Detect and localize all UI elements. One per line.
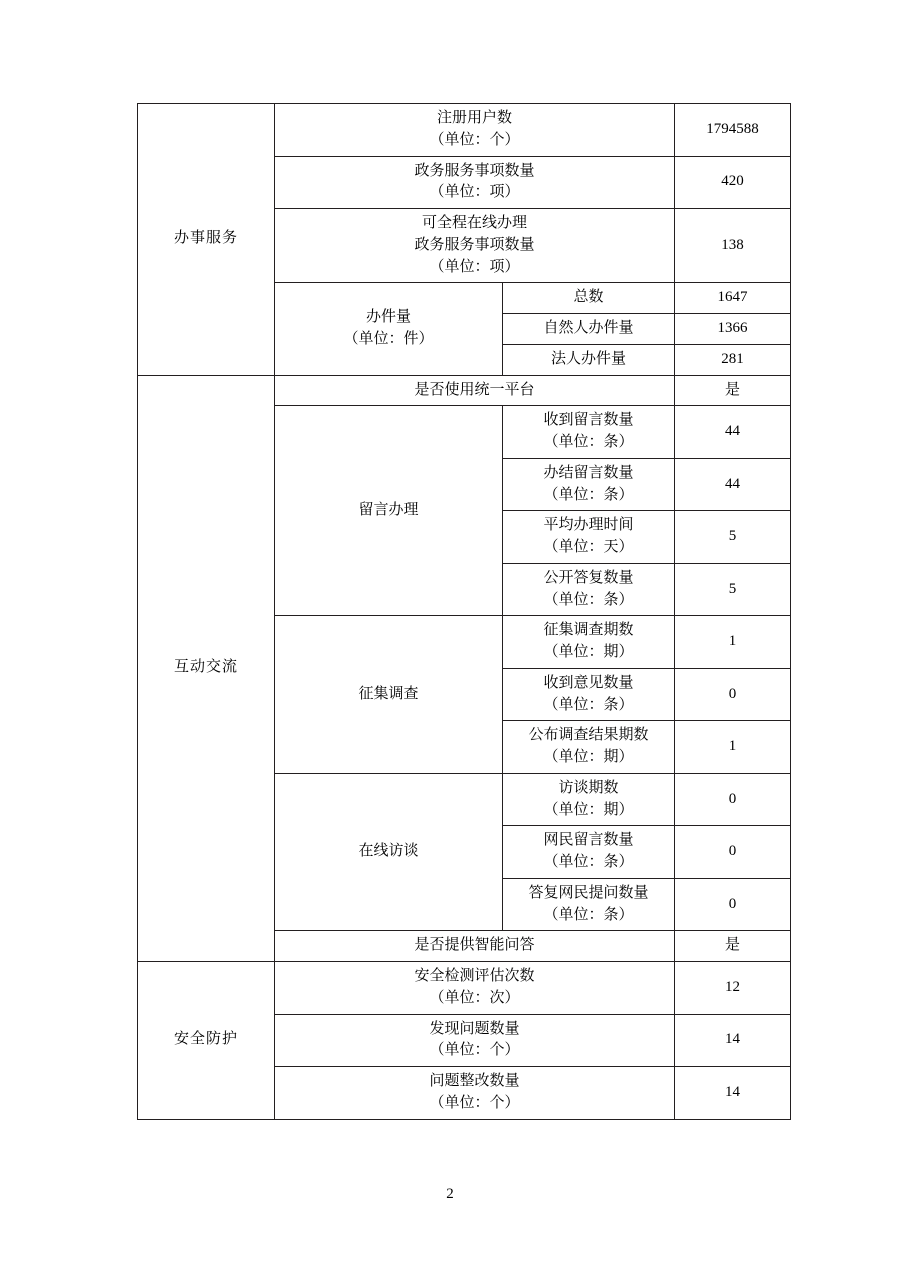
page-number: 2 — [446, 1186, 454, 1202]
sub-value-public-replies: 5 — [675, 563, 791, 616]
sub-label-line2: （单位：期） — [543, 749, 634, 765]
sub-label-line1: 网民留言数量 — [543, 832, 634, 849]
value-cell-unified-platform: 是 — [675, 375, 791, 406]
item-label-line2: （单位：次） — [429, 989, 520, 1006]
sub-label-line2: （单位：条） — [543, 696, 634, 713]
item-label-line1: 是否提供智能问答 — [414, 937, 535, 954]
item-label-line2: （单位：个） — [429, 1094, 520, 1111]
value-cell-security-assessments: 12 — [675, 962, 791, 1015]
sub-value-netizen-answers: 0 — [675, 878, 791, 931]
item-cell-unified-platform — [275, 375, 675, 406]
value-cell-service-items: 420 — [675, 156, 791, 209]
item-label-line1: 发现问题数量 — [429, 1020, 520, 1037]
item-label-line2: （单位：个） — [429, 1042, 520, 1059]
item-label-line1: 是否使用统一平台 — [414, 381, 535, 398]
category-cell-security: 安全防护 — [138, 962, 275, 1120]
sub-value-total: 1647 — [675, 283, 791, 314]
item-cell-online-service-items — [275, 209, 675, 283]
sub-label-line1: 征集调查期数 — [543, 622, 634, 639]
sub-label-legal-person: 法人办件量 — [503, 344, 675, 375]
sub-label-line2: （单位：条） — [543, 906, 634, 923]
sub-value-average-time: 5 — [675, 511, 791, 564]
sub-label-netizen-answers — [503, 878, 675, 931]
value-cell-smart-qa: 是 — [675, 931, 791, 962]
sub-label-messages-resolved — [503, 458, 675, 511]
sub-value-legal-person: 281 — [675, 344, 791, 375]
sub-label-line2: （单位：条） — [543, 486, 634, 503]
sub-label-opinions-received — [503, 668, 675, 721]
sub-label-average-time — [503, 511, 675, 564]
item-label-line2: （单位：件） — [343, 330, 434, 347]
item-label-line1: 征集调查 — [358, 685, 419, 702]
sub-label-line2: （单位：期） — [543, 801, 634, 818]
table-row — [138, 962, 791, 1015]
sub-value-natural-person: 1366 — [675, 314, 791, 345]
item-cell-survey — [275, 616, 503, 774]
category-cell-interaction: 互动交流 — [138, 375, 275, 962]
sub-label-line1: 答复网民提问数量 — [528, 884, 649, 901]
item-label-line1: 注册用户数 — [437, 110, 513, 126]
item-label-line1: 问题整改数量 — [429, 1073, 520, 1089]
sub-label-line2: （单位：条） — [543, 854, 634, 870]
sub-label-published-results — [503, 721, 675, 774]
value-cell-issues-found: 14 — [675, 1014, 791, 1067]
item-cell-smart-qa — [275, 931, 675, 962]
item-label-line1: 可全程在线办理 — [422, 215, 528, 231]
sub-label-line1: 平均办理时间 — [543, 517, 634, 534]
sub-label-line1: 办结留言数量 — [543, 464, 634, 481]
sub-label-natural-person: 自然人办件量 — [503, 314, 675, 345]
sub-value-messages-received: 44 — [675, 406, 791, 459]
sub-label-line1: 访谈期数 — [558, 779, 619, 796]
sub-label-public-replies — [503, 563, 675, 616]
item-label-line2: （单位：项） — [429, 258, 520, 275]
item-label-line1: 在线访谈 — [358, 843, 419, 860]
sub-label-messages-received — [503, 406, 675, 459]
item-cell-service-items — [275, 156, 675, 209]
item-label-line2: （单位：个） — [429, 131, 520, 148]
sub-label-survey-count — [503, 616, 675, 669]
government-affairs-report-table — [137, 103, 791, 1120]
sub-value-published-results: 1 — [675, 721, 791, 774]
value-cell-registered-users: 1794588 — [675, 104, 791, 157]
value-cell-issues-fixed: 14 — [675, 1067, 791, 1120]
sub-value-netizen-messages: 0 — [675, 826, 791, 879]
sub-label-line2: （单位：条） — [543, 591, 634, 608]
sub-label-netizen-messages — [503, 826, 675, 879]
item-label-line1b: 政务服务事项数量 — [414, 236, 535, 253]
value-cell-online-service-items: 138 — [675, 209, 791, 283]
sub-value-messages-resolved: 44 — [675, 458, 791, 511]
sub-label-interview-count — [503, 773, 675, 826]
item-label-line1: 安全检测评估次数 — [414, 968, 535, 984]
item-label-line1: 政务服务事项数量 — [414, 162, 535, 179]
item-cell-security-assessments — [275, 962, 675, 1015]
sub-value-opinions-received: 0 — [675, 668, 791, 721]
report-table-container — [137, 103, 790, 1120]
item-cell-issues-found — [275, 1014, 675, 1067]
sub-label-line1: 公开答复数量 — [543, 569, 634, 586]
table-row — [138, 104, 791, 157]
sub-value-survey-count: 1 — [675, 616, 791, 669]
item-label-line1: 留言办理 — [358, 501, 419, 518]
table-row — [138, 375, 791, 406]
sub-label-line2: （单位：期） — [543, 644, 634, 660]
sub-label-total: 总数 — [503, 283, 675, 314]
sub-label-line1: 公布调查结果期数 — [528, 727, 649, 744]
item-cell-online-interview — [275, 773, 503, 931]
item-label-line1: 办件量 — [365, 309, 411, 326]
sub-label-line2: （单位：条） — [543, 434, 634, 450]
item-cell-message-handling — [275, 406, 503, 616]
sub-label-line1: 收到意见数量 — [543, 674, 634, 691]
item-cell-registered-users — [275, 104, 675, 157]
category-cell-service: 办事服务 — [138, 104, 275, 376]
item-cell-case-volume — [275, 283, 503, 375]
sub-value-interview-count: 0 — [675, 773, 791, 826]
item-label-line2: （单位：项） — [429, 184, 520, 201]
item-cell-issues-fixed — [275, 1067, 675, 1120]
sub-label-line1: 收到留言数量 — [543, 412, 634, 429]
sub-label-line2: （单位：天） — [543, 539, 634, 555]
